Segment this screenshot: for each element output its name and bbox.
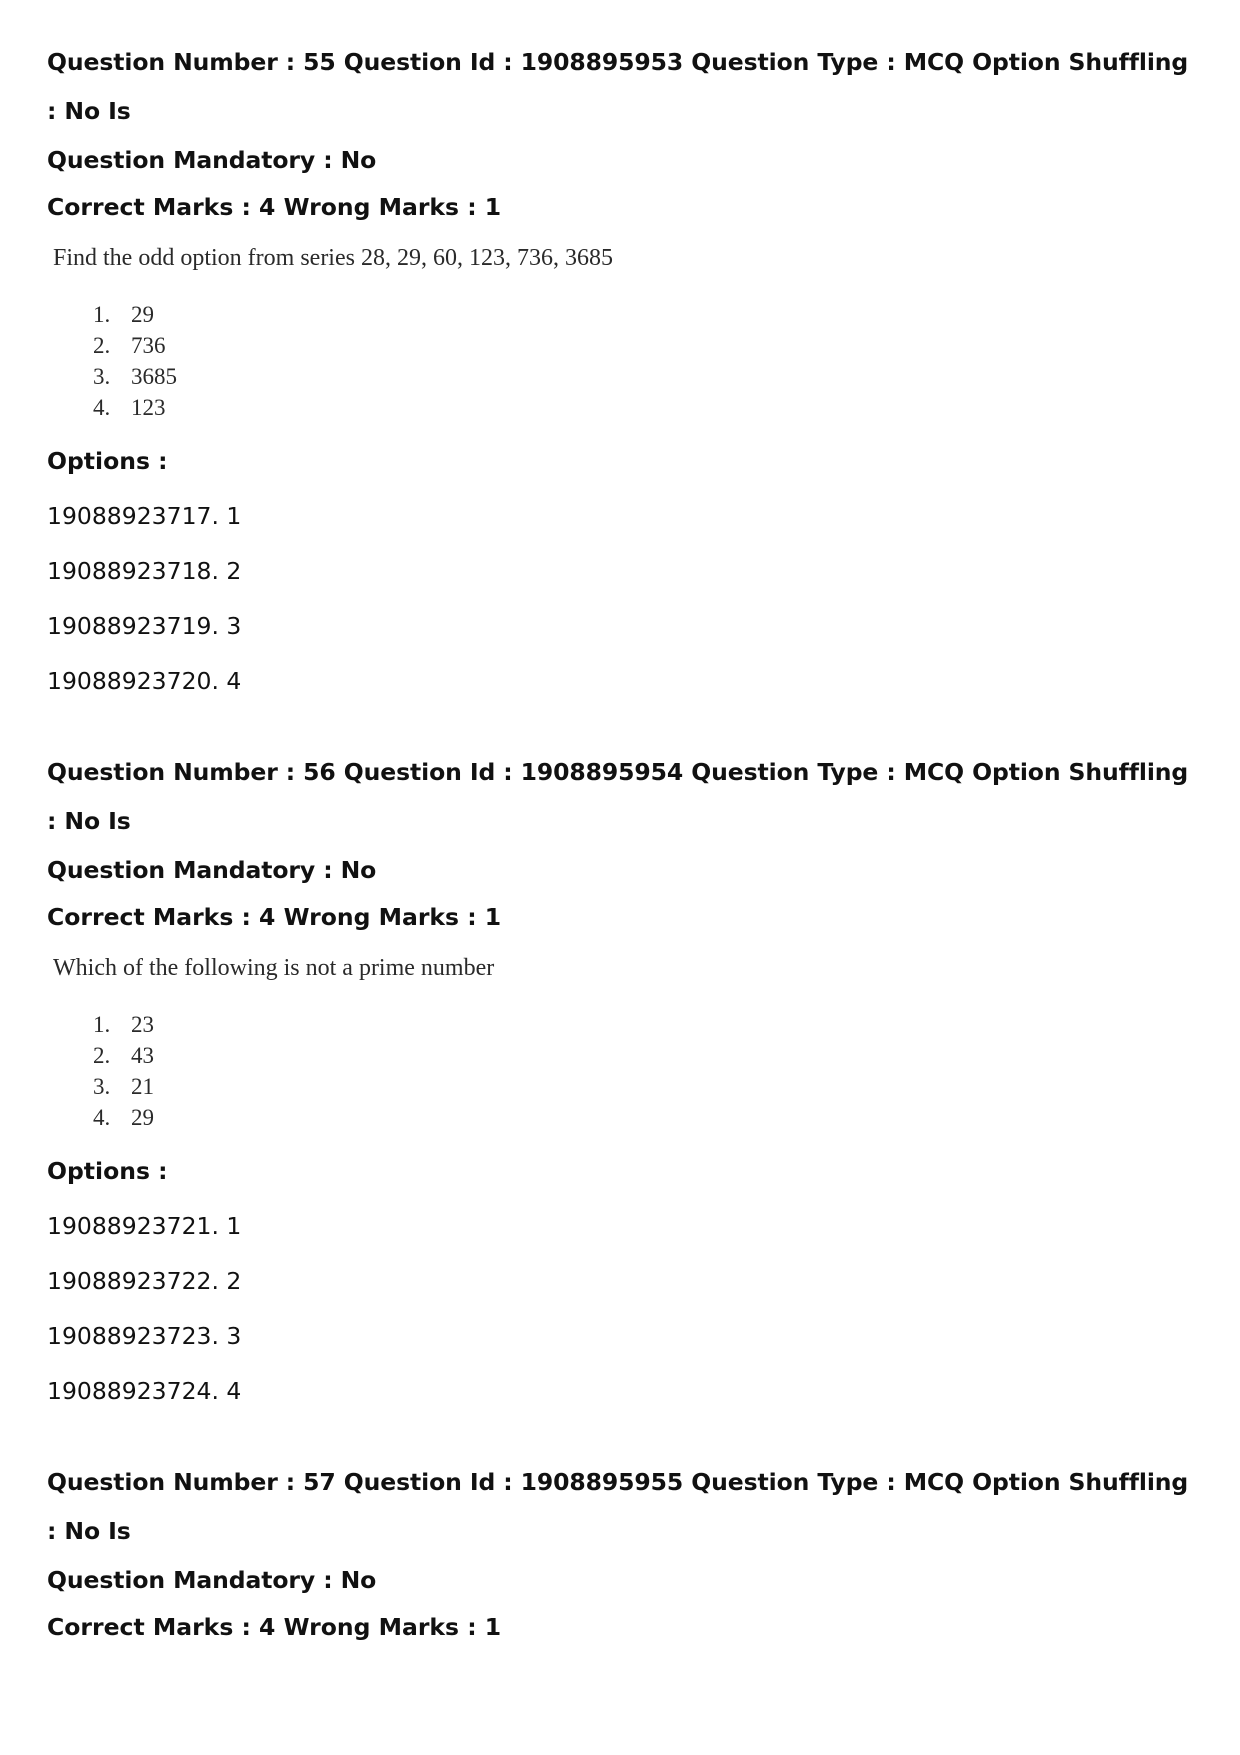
question-text: Which of the following is not a prime number (53, 955, 495, 981)
question-57 (47, 1458, 1197, 1642)
question-header: Question Number : 55 Question Id : 1908895953 Question Type : MCQ Option Shuffling : No Is (47, 48, 1189, 125)
choice-item (93, 1102, 1197, 1133)
option-item: 19088923719. 3 (47, 612, 242, 640)
question-mandatory: Question Mandatory : No (47, 1566, 377, 1594)
choice-value: 23 (131, 1012, 154, 1037)
option-item: 19088923722. 2 (47, 1267, 242, 1295)
choice-value: 29 (131, 1105, 154, 1130)
question-choices (47, 1009, 1197, 1133)
option-item: 19088923721. 1 (47, 1212, 242, 1240)
choice-number: 3. (93, 1074, 111, 1099)
question-header: Question Number : 56 Question Id : 1908895954 Question Type : MCQ Option Shuffling : No Is (47, 758, 1189, 835)
choice-item (93, 1040, 1197, 1071)
options-label: Options : (47, 447, 168, 475)
option-item: 19088923720. 4 (47, 667, 242, 695)
question-55 (47, 38, 1197, 696)
question-header: Question Number : 57 Question Id : 1908895955 Question Type : MCQ Option Shuffling : No Is (47, 1468, 1189, 1545)
choice-number: 2. (93, 333, 111, 358)
choice-value: 43 (131, 1043, 154, 1068)
question-mandatory: Question Mandatory : No (47, 146, 377, 174)
option-item: 19088923718. 2 (47, 557, 242, 585)
choice-item (93, 392, 1197, 423)
choice-number: 4. (93, 395, 111, 420)
choice-item (93, 1071, 1197, 1102)
choice-value: 29 (131, 302, 154, 327)
choice-value: 736 (131, 333, 166, 358)
question-text: Find the odd option from series 28, 29, 60, 123, 736, 3685 (53, 245, 613, 271)
question-choices (47, 299, 1197, 423)
options-list (47, 1211, 1197, 1406)
question-marks: Correct Marks : 4 Wrong Marks : 1 (47, 193, 502, 221)
choice-item (93, 330, 1197, 361)
choice-value: 21 (131, 1074, 154, 1099)
choice-number: 2. (93, 1043, 111, 1068)
option-item: 19088923724. 4 (47, 1377, 242, 1405)
choice-item (93, 361, 1197, 392)
choice-number: 1. (93, 1012, 111, 1037)
options-list (47, 501, 1197, 696)
choice-number: 4. (93, 1105, 111, 1130)
question-marks: Correct Marks : 4 Wrong Marks : 1 (47, 1613, 502, 1641)
option-item: 19088923717. 1 (47, 502, 242, 530)
choice-number: 3. (93, 364, 111, 389)
choice-number: 1. (93, 302, 111, 327)
question-56 (47, 748, 1197, 1406)
option-item: 19088923723. 3 (47, 1322, 242, 1350)
choice-value: 123 (131, 395, 166, 420)
choice-item (93, 299, 1197, 330)
options-label: Options : (47, 1157, 168, 1185)
question-mandatory: Question Mandatory : No (47, 856, 377, 884)
choice-item (93, 1009, 1197, 1040)
question-marks: Correct Marks : 4 Wrong Marks : 1 (47, 903, 502, 931)
choice-value: 3685 (131, 364, 177, 389)
